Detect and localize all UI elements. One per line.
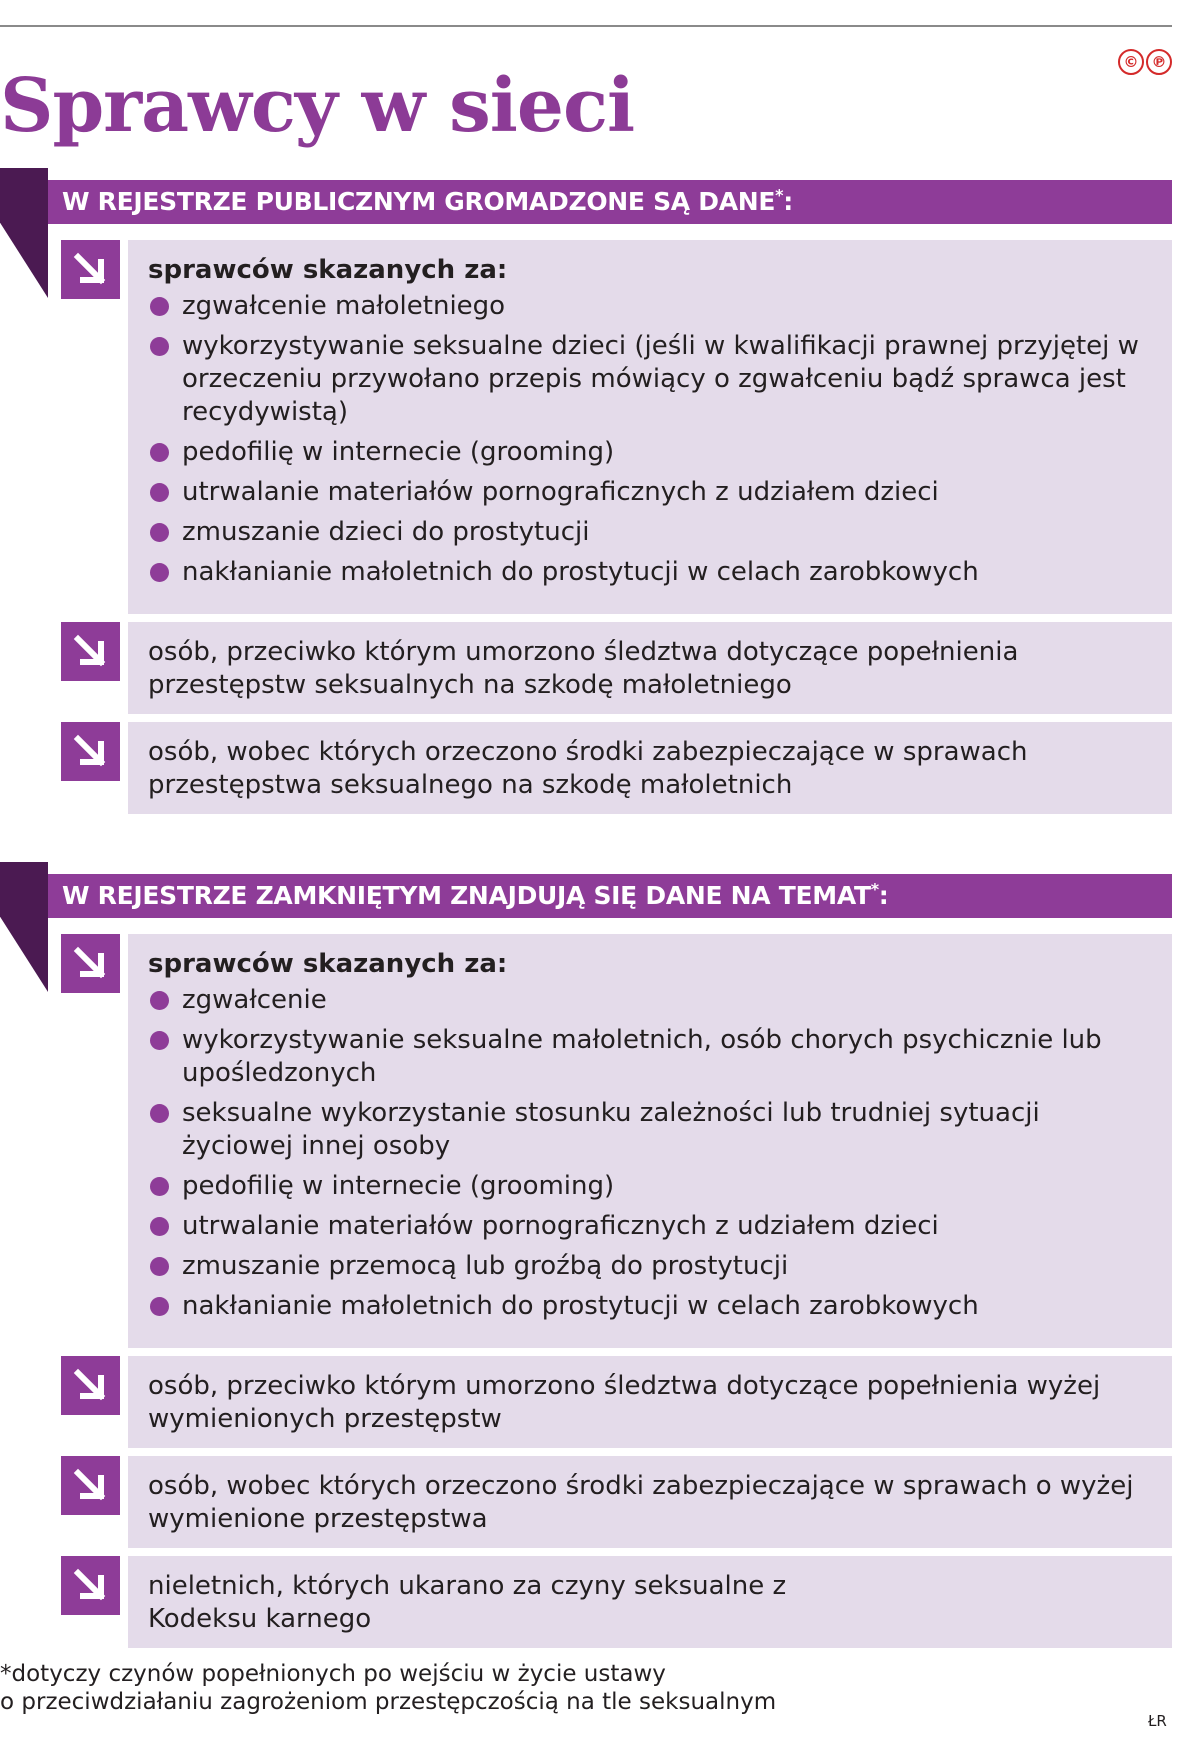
list-item: wykorzystywanie seksualne dzieci (jeśli w kwalifikacji prawnej przyjętej w orzeczeniu przywołano przepis mówiący o zgwałceniu bądź sprawca jest recydywistą) [148,330,1152,429]
top-rule [0,25,1172,27]
item-box [128,240,1172,614]
item-box [128,722,1172,814]
list-item: nakłanianie małoletnich do prostytucji w celach zarobkowych [148,1290,1152,1323]
footnote [0,1660,776,1716]
bullet-list [148,984,1152,1323]
section-header-text: W REJESTRZE ZAMKNIĘTYM ZNAJDUJĄ SIĘ DANE NA TEMAT [62,881,871,910]
arrow-down-right-icon [61,934,120,993]
item-box [128,1356,1172,1448]
bullet-icon [150,1177,169,1196]
list-item: zgwałcenie [148,984,1152,1017]
list-item: zmuszanie przemocą lub groźbą do prostytucji [148,1250,1152,1283]
bullet-icon [150,443,169,462]
list-item: utrwalanie materiałów pornograficznych z udziałem dzieci [148,1210,1152,1243]
item-heading: sprawców skazanych za: [148,255,508,285]
public-item-convicted [0,240,1172,614]
item-text: osób, wobec których orzeczono środki zabezpieczające w sprawach o wyżej wymienione przestępstwa [148,1471,1134,1534]
bullet-icon [150,483,169,502]
section-header-public [48,180,1172,224]
arrow-down-right-icon [61,240,120,299]
item-box [128,1456,1172,1548]
item-text: osób, wobec których orzeczono środki zabezpieczające w sprawach przestępstwa seksualnego na szkodę małoletnich [148,737,1028,800]
page-title: Sprawcy w sieci [0,63,635,149]
item-text: osób, przeciwko którym umorzono śledztwa dotyczące popełnienia przestępstw seksualnych na szkodę małoletniego [148,637,1019,700]
header-colon: : [783,187,793,216]
asterisk-mark: * [870,879,879,899]
arrow-down-right-icon [61,722,120,781]
item-box [128,1556,1172,1648]
closed-item-convicted [0,934,1172,1348]
item-box [128,622,1172,714]
list-item: zgwałcenie małoletniego [148,290,1152,323]
section-header-text: W REJESTRZE PUBLICZNYM GROMADZONE SĄ DANE [62,187,776,216]
list-item: seksualne wykorzystanie stosunku zależności lub trudniej sytuacji życiowej innej osoby [148,1097,1152,1163]
bullet-list [148,290,1152,589]
bullet-icon [150,1104,169,1123]
closed-item-security-measures [0,1456,1172,1548]
footnote-line: o przeciwdziałaniu zagrożeniom przestępczością na tle seksualnym [0,1689,777,1715]
arrow-down-right-icon [61,1356,120,1415]
bullet-icon [150,297,169,316]
copyright-logo [1118,49,1172,75]
public-item-discontinued [0,622,1172,714]
list-item: zmuszanie dzieci do prostytucji [148,516,1152,549]
item-box [128,934,1172,1348]
list-item: pedofilię w internecie (grooming) [148,436,1152,469]
bullet-icon [150,991,169,1010]
public-item-security-measures [0,722,1172,814]
list-item: pedofilię w internecie (grooming) [148,1170,1152,1203]
item-text: nieletnich, których ukarano za czyny seksualne z Kodeksu karnego [148,1571,787,1634]
bullet-icon [150,563,169,582]
item-text: osób, przeciwko którym umorzono śledztwa dotyczące popełnienia wyżej wymienionych przestępstw [148,1371,1101,1434]
author-credit: ŁR [1148,1712,1167,1730]
closed-item-discontinued [0,1356,1172,1448]
arrow-down-right-icon [61,1456,120,1515]
bullet-icon [150,1217,169,1236]
bullet-icon [150,1031,169,1050]
arrow-down-right-icon [61,1556,120,1615]
bullet-icon [150,337,169,356]
closed-item-juveniles [0,1556,1172,1648]
asterisk-mark: * [775,185,784,205]
section-header-closed [48,874,1172,918]
list-item: utrwalanie materiałów pornograficznych z udziałem dzieci [148,476,1152,509]
bullet-icon [150,1297,169,1316]
list-item: nakłanianie małoletnich do prostytucji w celach zarobkowych [148,556,1152,589]
arrow-down-right-icon [61,622,120,681]
section-public-register [0,168,1172,818]
footnote-line: *dotyczy czynów popełnionych po wejściu w życie ustawy [0,1661,666,1687]
item-heading: sprawców skazanych za: [148,949,508,979]
bullet-icon [150,523,169,542]
section-closed-register [0,862,1172,1652]
list-item: wykorzystywanie seksualne małoletnich, osób chorych psychicznie lub upośledzonych [148,1024,1152,1090]
bullet-icon [150,1257,169,1276]
phonogram-icon: ℗ [1146,49,1172,75]
copyright-icon: © [1118,49,1144,75]
header-colon: : [878,881,889,910]
